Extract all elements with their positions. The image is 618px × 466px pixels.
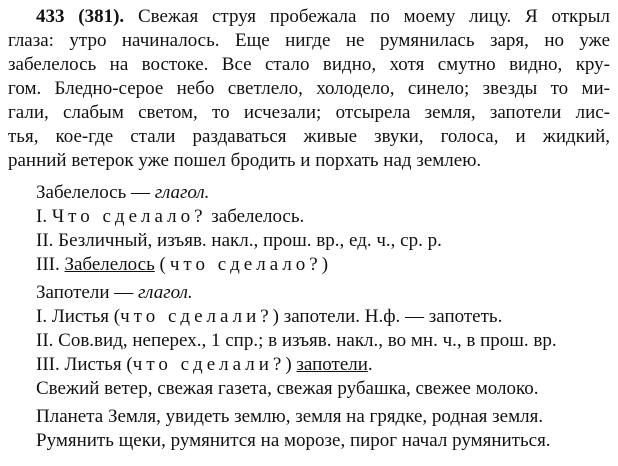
exercise-text: Свежая струя пробежала по моему лицу. Я открыл [137, 6, 611, 27]
analysis-2-heading [36, 282, 610, 304]
analysis-2-pre-3: III. Листья ( [36, 354, 133, 375]
example-line-2: Планета Земля, увидеть землю, земля на грядке, родная земля. [36, 406, 544, 427]
analysis-1-roman-3: III. [36, 254, 60, 275]
exercise-line-3: забелелось на востоке. Все стало видно, хотя смутно видно, кру- [8, 54, 610, 75]
example-line-3: Румянить щеки, румянится на морозе, пирог начал румяниться. [36, 430, 551, 451]
analysis-2-mid-3: ) [285, 354, 292, 375]
analysis-1-line-1 [36, 206, 610, 228]
exercise-line-5: гали, слабым светом, то исчезали; отсырела земля, запотели лис- [8, 102, 610, 123]
exercise-line-2: глаза: утро начиналось. Еще нигде не румянилась заря, но уже [8, 30, 610, 51]
analysis-1-question-1: Что сделало? [51, 206, 207, 227]
analysis-2-line-2: II. Сов.вид, неперех., 1 спр.; в изъяв. накл., во мн. ч., в прош. вр. [36, 330, 557, 351]
exercise-number: 433 (381). [36, 6, 125, 27]
analysis-1-roman-1: I. [36, 206, 48, 227]
analysis-1-underlined-word: Забелелось [64, 254, 155, 275]
analysis-1-line-2: II. Безличный, изъяв. накл., прош. вр., ед. ч., ср. р. [36, 230, 442, 251]
exercise-line-4: гом. Бледно-серое небо светлело, холодело, синело; звезды то ми- [8, 78, 610, 99]
analysis-1-answer-1: забелелось. [211, 206, 305, 227]
analysis-2-question-3: что сделали? [132, 354, 286, 375]
analysis-1-word: Забелелось — [36, 182, 151, 203]
analysis-1-heading [36, 182, 610, 204]
analysis-1-line-3 [36, 254, 610, 276]
exercise-line-6: тья, кое-где стали раздаваться живые звуки, голоса, и жидкий, [8, 126, 610, 147]
analysis-2-line-3 [36, 354, 610, 376]
analysis-1-question-3: (что сделало?) [159, 254, 333, 275]
analysis-2-pos: глагол. [138, 282, 193, 303]
analysis-1-pos: глагол. [154, 182, 210, 203]
example-line-1: Свежий ветер, свежая газета, свежая рубашка, свежее молоко. [36, 378, 539, 399]
analysis-2-rest-1: ) запотели. Н.ф. — запотеть. [272, 306, 503, 327]
analysis-2-end-3: . [367, 354, 373, 375]
analysis-2-line-1 [36, 306, 610, 328]
analysis-2-underlined-word: запотели [296, 354, 368, 375]
exercise-line-1 [36, 6, 610, 28]
analysis-2-pre-1: I. Листья ( [36, 306, 121, 327]
analysis-2-word: Запотели — [36, 282, 134, 303]
exercise-line-7: ранний ветерок уже пошел бродить и порхать над землею. [8, 150, 482, 171]
analysis-2-question-1: что сделали? [120, 306, 273, 327]
